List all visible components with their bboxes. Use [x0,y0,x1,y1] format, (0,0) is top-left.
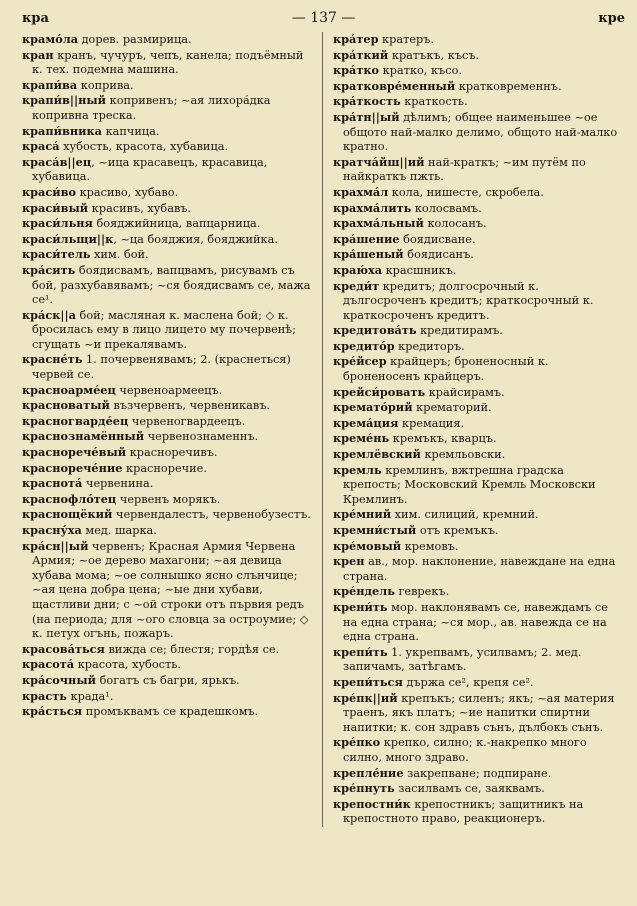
dictionary-entry [22,247,314,263]
dictionary-entry [333,400,622,416]
entry-definition: хим. силиций, кремний. [391,508,539,522]
entry-definition: кремовъ. [401,539,459,553]
entry-definition: боядисанъ. [403,248,474,262]
dictionary-entry [22,523,314,539]
entry-definition: 1. укрепвамъ, усилвамъ; 2. мед. запичамъ, затѣгамъ. [343,645,582,674]
entry-headword: крепи́ться [333,674,403,689]
entry-headword: кра́ткость [333,94,401,109]
entry-definition: дорев. размирица. [78,33,192,46]
page-header [22,10,625,32]
entry-definition: , ~ица красавецъ, красавица, хубавица. [32,155,268,184]
dictionary-entry [22,657,314,673]
dictionary-entry [333,431,622,447]
dictionary-entry [333,247,622,263]
dictionary-entry [333,600,622,645]
dictionary-entry [333,79,622,95]
entry-headword: красть [22,688,67,703]
entry-definition: кремлинъ, вжтрешна градска крепость; Московский Кремль Московски Кремлинъ. [343,463,596,506]
entry-headword: кран [22,47,54,62]
entry-headword: кра́ск||а [22,307,76,322]
dictionary-entry [333,523,622,539]
entry-definition: крайцеръ; броненосный к. броненосенъ крайцеръ. [343,355,549,384]
entry-headword: красну́ха [22,523,82,537]
entry-definition: бой; масляная к. маслена бой; ◇ к. бросилась ему в лицо лицето му почервенѣ; сгущать ~и прекалявамъ. [32,308,296,351]
entry-definition: кредитъ; долгосрочный к. дългосроченъ кредитъ; краткосрочный к. краткосроченъ кредитъ. [343,279,594,322]
dictionary-entry [22,201,314,217]
entry-definition: кратковременнъ. [455,79,562,93]
entry-headword: кра́шение [333,231,400,246]
entry-definition: кредитирамъ. [416,324,503,338]
entry-headword: кре́мовый [333,538,402,553]
entry-headword: крен [333,554,365,569]
entry-definition: мор. наклонявамъ се, навеждамъ се на една страна; ~ся мор., ав. навежда се на една страна. [343,600,608,644]
entry-headword: кра́сить [22,262,76,277]
entry-definition: колосанъ. [423,217,487,231]
entry-definition: крайсирамъ. [425,385,505,399]
entry-definition: дѣлимъ; общее наименьшее ~ое общото най-малко делимо, общото най-малко кратно. [343,110,618,154]
header-right-guideword: кре [598,11,625,26]
entry-headword: краси́льщи||к [22,231,114,246]
dictionary-entry [22,642,314,658]
entry-headword: кремни́стый [333,523,417,537]
left-column [22,32,322,827]
page-number: — 137 — [291,10,356,26]
entry-headword: кра́сочный [22,672,97,687]
entry-definition: червенъ; Красная Армия Червена Армия; ~ое дерево махагони; ~ая девица хубава мома; ~ое солнышко ясно слънчице; ~ая цена добра цена; ~ые дни хубави, щастливи дни; с ~ой строки отъ първия редъ (на периода; для ~ого словца за остроумие; ◇ к. петух огънь, пожаръ. [32,539,309,641]
entry-headword: кре́мний [333,507,392,522]
entry-definition: ав., мор. наклонение, навеждане на една страна. [343,555,616,583]
dictionary-entry [333,781,622,797]
dictionary-entry [22,139,314,155]
entry-definition: отъ кремъкъ. [416,524,499,537]
dictionary-entry [333,675,622,691]
entry-definition: красиво, хубаво. [76,185,179,199]
dictionary-entry [22,78,314,94]
entry-definition: крада¹. [66,689,114,703]
dictionary-entry [333,385,622,401]
dictionary-entry [22,492,314,508]
entry-headword: крамо́ла [22,32,79,46]
entry-headword: кредитова́ть [333,323,417,338]
entry-definition: , ~ца бояджия, бояджийка. [113,232,278,246]
entry-definition: червендалестъ, червенобузестъ. [112,508,311,522]
dictionary-entry [22,308,314,353]
entry-headword: кра́тко [333,63,380,78]
entry-definition: кремльовски. [420,448,506,462]
dictionary-entry [333,110,622,155]
entry-definition: червенъ морякъ. [116,492,221,506]
entry-headword: краса́ [22,139,60,154]
entry-headword: краснознамённый [22,429,145,444]
dictionary-entry [22,429,314,445]
dictionary-entry [333,691,622,736]
entry-headword: краснорече́ние [22,460,123,475]
dictionary-entry [333,63,622,79]
entry-headword: кра́тн||ый [333,109,400,124]
entry-definition: червеноармеецъ. [115,383,223,397]
entry-headword: кремато́рий [333,400,413,415]
dictionary-entry [333,766,622,782]
dictionary-entry [22,124,314,140]
dictionary-entry [22,445,314,461]
entry-headword: крахма́льный [333,216,424,231]
entry-definition: кремъкъ, кварцъ. [389,432,497,446]
entry-headword: кремлёвский [333,447,421,462]
entry-definition: 1. почервенявамъ; 2. (краснеться) червей се. [32,353,291,382]
entry-headword: краси́вый [22,200,89,215]
entry-headword: краснощёкий [22,507,113,522]
dictionary-entry [333,232,622,248]
entry-definition: мед. шарка. [81,524,157,537]
dictionary-entry [22,507,314,523]
dictionary-entry [333,32,622,48]
dictionary-entry [333,554,622,584]
entry-headword: кра́сться [22,704,83,719]
dictionary-entry [22,32,314,48]
entry-headword: кра́шеный [333,247,404,262]
dictionary-entry [22,155,314,185]
dictionary-entry [333,94,622,110]
entry-definition: промъквамъ се крадешкомъ. [82,705,259,719]
entry-headword: крепле́ние [333,765,404,780]
entry-definition: кратко, късо. [379,64,462,78]
entry-headword: крени́ть [333,599,388,614]
entry-definition: виждa се; блестя; гордѣя се. [104,642,280,656]
entry-headword: крахма́лить [333,200,412,215]
entry-definition: крематорий. [412,401,492,415]
dictionary-entry [333,416,622,432]
entry-headword: кре́пко [333,735,381,750]
entry-definition: възчервенъ, червеникавъ. [109,399,270,413]
dictionary-entry [22,539,314,642]
dictionary-columns [22,32,625,827]
dictionary-entry [22,414,314,430]
entry-headword: красне́ть [22,352,83,367]
dictionary-entry [22,93,314,123]
entry-headword: крепи́ть [333,644,388,659]
entry-headword: крейси́ровать [333,384,426,399]
entry-headword: креме́нь [333,431,390,446]
dictionary-entry [333,48,622,64]
entry-headword: кре́ндель [333,584,395,599]
entry-definition: красшникъ. [382,263,457,277]
entry-headword: кра́тер [333,32,379,46]
entry-definition: кратеръ. [378,33,435,46]
entry-headword: красноарме́ец [22,382,116,397]
dictionary-entry [22,398,314,414]
entry-definition: кратъкъ, късъ. [388,48,480,62]
entry-definition: закрепване; подпиране. [403,766,552,780]
entry-headword: кратковре́менный [333,78,456,93]
entry-definition: червенина. [82,477,154,491]
entry-headword: красноватый [22,398,110,413]
dictionary-entry [22,689,314,705]
entry-headword: кратча́йш||ий [333,154,425,169]
dictionary-entry [333,155,622,185]
entry-definition: богатъ съ багри, ярькъ. [96,673,240,687]
entry-definition: крепко, силно; к.-накрепко много силно, много здраво. [343,736,587,764]
dictionary-entry [333,539,622,555]
dictionary-entry [333,735,622,765]
entry-definition: кредиторъ. [394,339,465,353]
entry-headword: краси́льня [22,216,93,231]
entry-headword: краси́тель [22,247,91,262]
entry-definition: копривенъ; ~ая лихора́дка копривна треска. [32,94,271,122]
dictionary-entry [22,48,314,78]
entry-definition: бояджийница, вапцарница. [92,217,261,231]
dictionary-entry [22,352,314,382]
entry-headword: крапи́вника [22,123,102,138]
entry-definition: кола, нишесте, скробела. [388,185,544,199]
entry-definition: красота, хубость. [74,658,181,672]
entry-definition: червенознаменнъ. [144,430,259,444]
right-column [322,32,622,827]
entry-definition: кранъ, чучуръ, чепъ, канела; подъёмный к. тех. подемна машина. [32,48,304,77]
entry-definition: капчица. [102,124,160,138]
entry-headword: краса́в||ец [22,154,92,169]
dictionary-entry [22,383,314,399]
entry-headword: кредито́р [333,338,395,353]
entry-headword: краснота́ [22,476,83,491]
dictionary-entry [22,263,314,308]
entry-headword: крахма́л [333,184,389,199]
entry-headword: кре́пнуть [333,781,395,796]
entry-definition: кремация. [398,416,465,430]
dictionary-entry [333,447,622,463]
entry-headword: крема́ция [333,415,399,430]
entry-definition: коприва. [77,78,134,92]
entry-headword: кре́пк||ий [333,690,398,705]
entry-headword: краснофло́тец [22,491,117,506]
dictionary-entry [333,339,622,355]
entry-headword: кра́ткий [333,47,389,62]
entry-definition: червеногвардеецъ. [128,414,246,428]
entry-headword: кремль [333,462,382,477]
dictionary-entry [333,584,622,600]
entry-definition: крепъкъ; силенъ; якъ; ~ая материя траенъ, якъ платъ; ~ие напитки спиртни напитки; к. сон здравъ сънъ, дълбокъ сънъ. [343,691,615,734]
entry-headword: крепостни́к [333,796,411,811]
entry-definition: геврекъ. [394,585,450,599]
entry-headword: креди́т [333,278,380,293]
entry-headword: крапи́в||ный [22,93,107,108]
dictionary-entry [333,201,622,217]
dictionary-entry [333,354,622,384]
entry-definition: засилвамъ се, заяквамъ. [394,782,545,796]
dictionary-entry [333,216,622,232]
entry-headword: краю́ха [333,262,383,277]
header-left-guideword: кра [22,11,49,26]
dictionary-entry [333,797,622,827]
entry-headword: кре́йсер [333,354,387,369]
entry-headword: кра́сн||ый [22,538,89,553]
entry-headword: крапи́ва [22,77,78,92]
dictionary-entry [22,216,314,232]
entry-definition: боядисване. [399,232,476,246]
dictionary-entry [22,185,314,201]
entry-headword: красногварде́ец [22,413,129,428]
dictionary-entry [22,461,314,477]
dictionary-entry [333,263,622,279]
entry-headword: красова́ться [22,641,105,656]
dictionary-entry [22,673,314,689]
entry-definition: красноречивъ. [126,446,218,460]
entry-definition: хубость, красота, хубавица. [59,140,229,154]
entry-definition: хим. бой. [90,248,149,262]
dictionary-entry [22,232,314,248]
dictionary-entry [333,323,622,339]
entry-definition: краткость. [400,95,468,109]
dictionary-entry [333,507,622,523]
dictionary-entry [22,704,314,720]
entry-headword: красота́ [22,657,75,672]
entry-definition: държа се², крепя се². [402,675,534,689]
dictionary-entry [22,476,314,492]
entry-definition: боядисвамъ, вапцвамъ, рисувамъ съ бой, разхубавявамъ; ~ся боядисвамъ се, мажа се¹. [32,263,311,307]
dictionary-entry [333,463,622,508]
dictionary-entry [333,279,622,324]
entry-definition: красноречие. [122,461,207,475]
entry-definition: красивъ, хубавъ. [88,201,192,215]
entry-definition: крепостникъ; защитникъ на крепостното право, реакционеръ. [343,797,584,826]
entry-headword: краснорече́вый [22,445,127,460]
dictionary-entry [333,185,622,201]
dictionary-entry [333,645,622,675]
entry-definition: колосвамъ. [411,201,482,215]
entry-headword: краси́во [22,184,77,199]
entry-definition: най-краткъ; ~им путём по найкраткъ пжть. [343,155,586,184]
